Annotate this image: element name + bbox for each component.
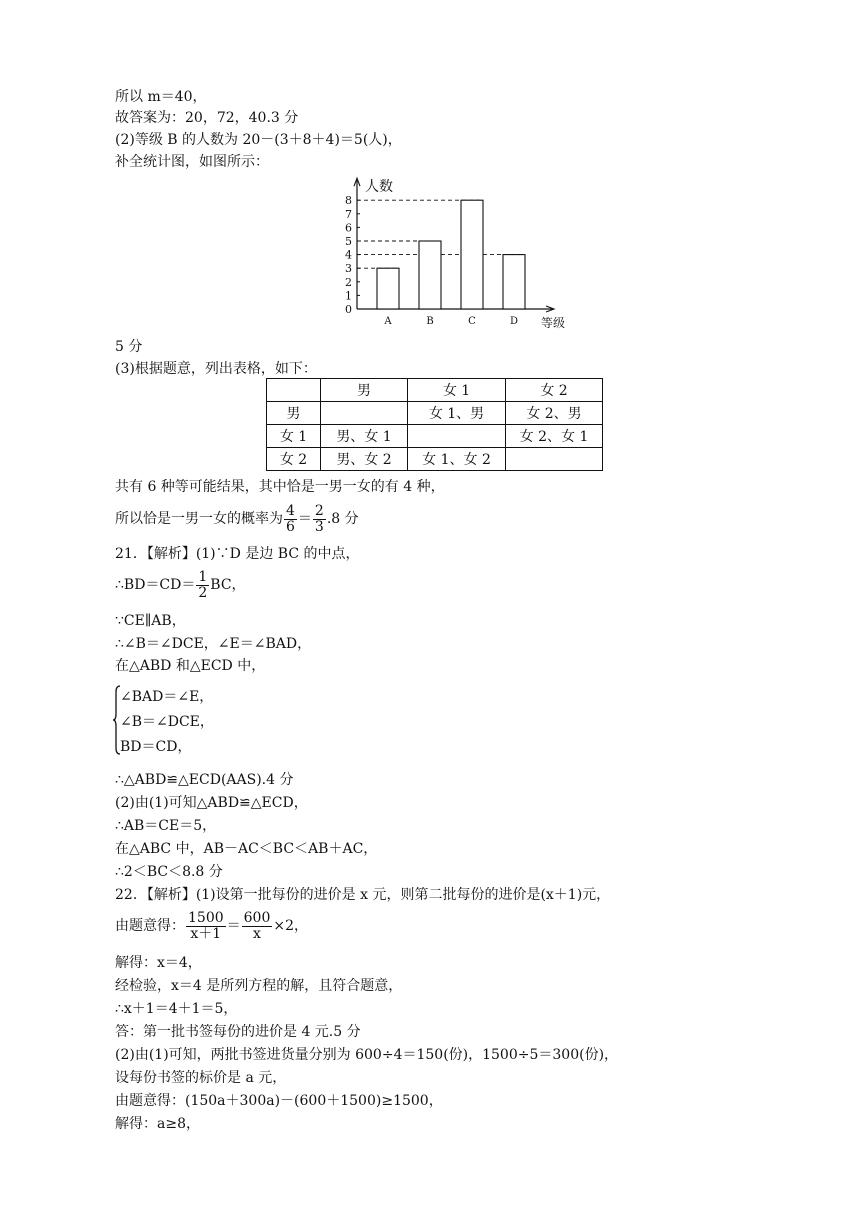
fraction — [284, 504, 297, 535]
text-line: 在△ABD 和△ECD 中， — [115, 658, 266, 674]
text-line: 5 分 — [115, 339, 143, 355]
text-span: ＝ — [226, 918, 241, 934]
text-line: (3)根据题意，列出表格，如下： — [115, 361, 317, 377]
text-span: ∴BD＝CD＝ — [115, 577, 196, 593]
bar — [377, 268, 399, 309]
text-line: 补全统计图，如图所示： — [115, 154, 269, 170]
outcome-table — [266, 378, 603, 471]
x-tick-label: C — [468, 316, 476, 327]
text-line: 设每份书签的标价是 a 元， — [115, 1070, 287, 1086]
text-span: ×2， — [273, 918, 309, 934]
table-cell: 男、女 2 — [321, 448, 408, 471]
text-line: 故答案为：20，72，40.3 分 — [115, 110, 299, 126]
text-span: BC， — [210, 577, 246, 593]
text-span: .8 分 — [326, 511, 359, 527]
x-tick-label: B — [426, 316, 434, 327]
midpoint-line — [115, 568, 246, 602]
text-line: 在△ABC 中，AB－AC＜BC＜AB＋AC， — [115, 841, 378, 857]
text-line: 21．【解析】(1)∵D 是边 BC 的中点， — [115, 546, 360, 562]
text-line: ∵CE∥AB， — [115, 613, 186, 629]
table-row — [267, 425, 603, 448]
text-line: ∴∠B＝∠DCE，∠E＝∠BAD， — [115, 636, 312, 652]
text-line: ∴2＜BC＜8.8 分 — [115, 864, 223, 880]
text-line: 解得：x＝4， — [115, 955, 202, 971]
table-row — [267, 448, 603, 471]
numerator: 600 — [243, 909, 271, 926]
text-line: ∴△ABD≌△ECD(AAS).4 分 — [115, 772, 294, 788]
denominator: x＋1 — [190, 925, 222, 942]
denominator: 3 — [314, 518, 324, 535]
table-cell: 男、女 1 — [321, 425, 408, 448]
table-cell: 男 — [267, 402, 321, 425]
table-cell: 女 2 — [506, 379, 603, 402]
text-span: 所以恰是一男一女的概率为 — [115, 511, 283, 527]
text-span: 由题意得： — [115, 918, 185, 934]
x-tick-label: D — [509, 316, 519, 327]
y-tick-label: 8 — [345, 194, 352, 208]
numerator: 4 — [286, 502, 295, 519]
text-span: ＝ — [297, 511, 312, 527]
fraction — [313, 504, 326, 535]
table-cell: 女 2、男 — [506, 402, 603, 425]
table-cell — [408, 425, 506, 448]
numerator: 1 — [198, 568, 208, 585]
text-line: (2)等级 B 的人数为 20－(3＋8＋4)＝5(人)， — [115, 132, 402, 148]
text-line: ∴AB＝CE＝5， — [115, 818, 217, 834]
table-cell: 女 1、男 — [408, 402, 506, 425]
x-tick-label: A — [384, 316, 392, 327]
denominator: x — [253, 925, 261, 942]
fraction — [242, 911, 273, 942]
x-axis-label: 等级 — [541, 316, 566, 330]
numerator: 1500 — [188, 909, 224, 926]
y-tick-label: 3 — [345, 262, 352, 276]
bar-chart — [335, 172, 566, 332]
system-row: ∠BAD＝∠E， — [120, 689, 214, 705]
bar — [461, 200, 483, 309]
system-row: ∠B＝∠DCE， — [120, 714, 214, 730]
y-tick-label: 2 — [345, 275, 352, 289]
y-tick-label: 4 — [345, 248, 352, 262]
equation-system — [112, 684, 292, 756]
table-cell — [267, 379, 321, 402]
denominator: 6 — [286, 518, 295, 535]
table-cell: 女 2 — [267, 448, 321, 471]
y-axis-label: 人数 — [365, 179, 393, 196]
y-tick-label: 7 — [345, 207, 352, 221]
text-line: 解得：a≥8， — [115, 1116, 200, 1132]
text-line: 答：第一批书签每份的进价是 4 元.5 分 — [115, 1024, 361, 1040]
text-line: (2)由(1)可知，两批书签进货量分别为 600÷4＝150(份)，1500÷5＝300(份)， — [115, 1047, 619, 1063]
table-cell: 男 — [321, 379, 408, 402]
text-line: ∴x＋1＝4＋1＝5， — [115, 1001, 238, 1017]
fraction — [186, 911, 226, 942]
text-line: 22．【解析】(1)设第一批每份的进价是 x 元，则第二批每份的进价是(x＋1)元， — [115, 887, 611, 903]
system-row: BD＝CD， — [120, 739, 192, 755]
fraction — [196, 570, 209, 601]
table-row — [267, 402, 603, 425]
table-cell: 女 1、女 2 — [408, 448, 506, 471]
y-tick-label: 1 — [345, 289, 352, 303]
y-tick-label: 5 — [345, 235, 352, 248]
text-line: (2)由(1)可知△ABD≌△ECD， — [115, 795, 308, 811]
bar — [503, 255, 525, 309]
numerator: 2 — [314, 502, 324, 519]
y-tick-label: 6 — [345, 221, 352, 235]
table-cell: 女 1 — [408, 379, 506, 402]
text-line: 由题意得：(150a＋300a)－(600＋1500)≥1500， — [115, 1093, 443, 1109]
text-line: 经检验，x＝4 是所列方程的解，且符合题意， — [115, 978, 403, 994]
table-cell — [321, 402, 408, 425]
bar — [419, 241, 441, 309]
text-line: 所以 m＝40， — [115, 89, 207, 105]
denominator: 2 — [198, 584, 208, 601]
text-line: 共有 6 种等可能结果，其中恰是一男一女的有 4 种， — [115, 479, 445, 495]
table-header-row — [267, 379, 603, 402]
table-cell — [506, 448, 603, 471]
table-cell: 女 1 — [267, 425, 321, 448]
y-tick-label: 0 — [345, 303, 352, 316]
table-cell: 女 2、女 1 — [506, 425, 603, 448]
equation-line — [115, 908, 308, 944]
probability-line — [115, 502, 359, 536]
